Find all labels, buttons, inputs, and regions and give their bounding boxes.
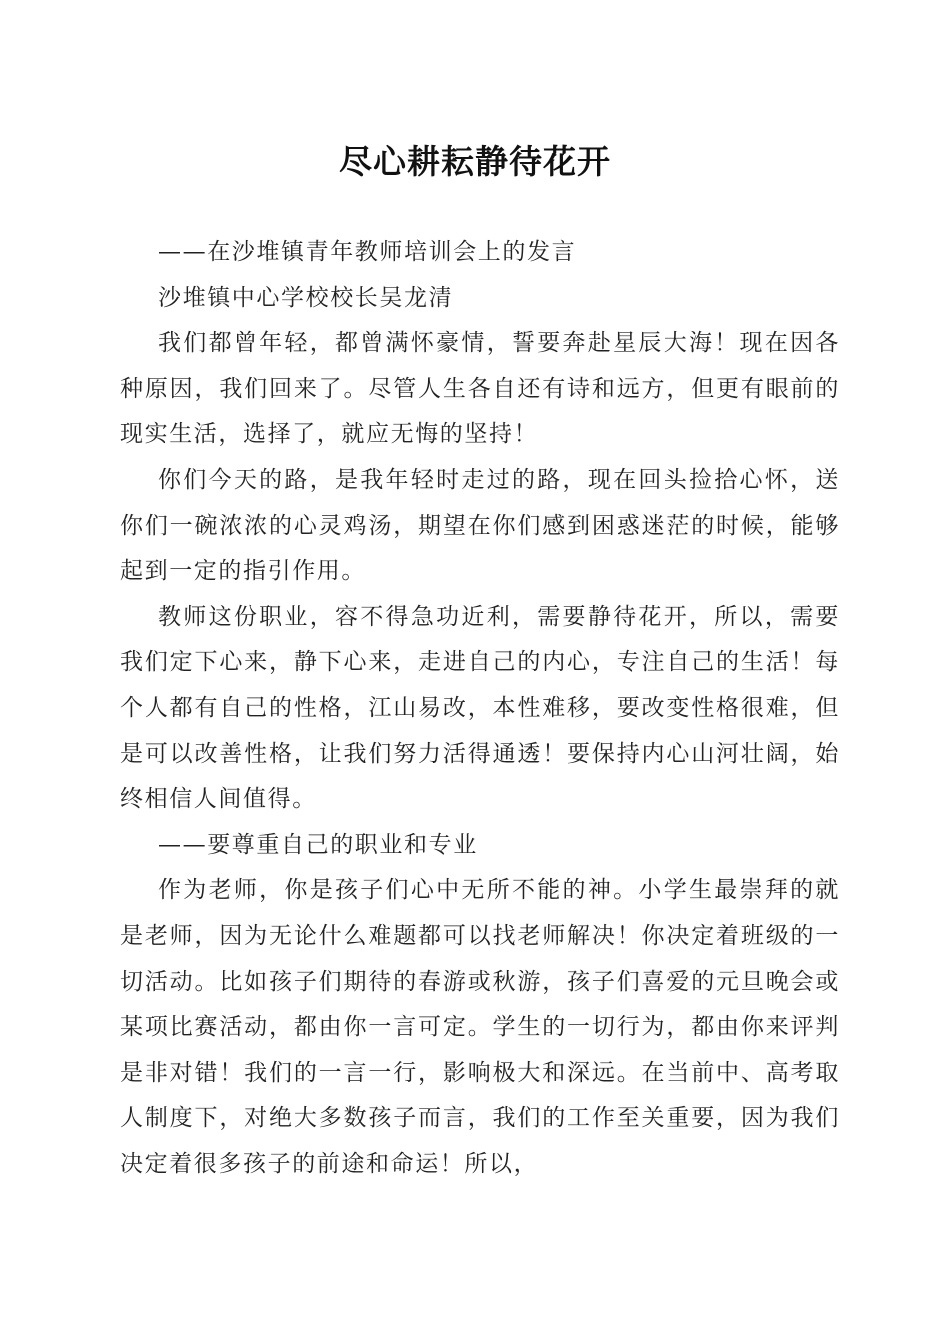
document-title: 尽心耕耘静待花开 xyxy=(339,142,611,181)
subtitle: ——在沙堆镇青年教师培训会上的发言 xyxy=(158,239,577,265)
author-line: 沙堆镇中心学校校长吴龙清 xyxy=(158,284,454,311)
paragraph: 作为老师，你是孩子们心中无所不能的神。小学生最崇拜的就是老师，因为无论什么难题都可以找老师解决！你决定着班级的一切活动。比如孩子们期待的春游或秋游，孩子们喜爱的元旦晚会或某项比赛活动，都由你一言可定。学生的一切行为，都由你来评判是非对错！我们的一言一行，影响极大和深远。在当前中、高考取人制度下，对绝大多数孩子而言，我们的工作至关重要，因为我们决定着很多孩子的前途和命运！所以， xyxy=(120,877,840,1177)
paragraph: 你们今天的路，是我年轻时走过的路，现在回头捡拾心怀，送你们一碗浓浓的心灵鸡汤，期望在你们感到困惑迷茫的时候，能够起到一定的指引作用。 xyxy=(120,466,840,585)
paragraph: 教师这份职业，容不得急功近利，需要静待花开，所以，需要我们定下心来，静下心来，走进自己的内心，专注自己的生活！每个人都有自己的性格，江山易改，本性难移，要改变性格很难，但是可以改善性格，让我们努力活得通透！要保持内心山河壮阔，始终相信人间值得。 xyxy=(120,603,840,813)
document-body xyxy=(120,230,840,1187)
section-heading: ——要尊重自己的职业和专业 xyxy=(158,831,478,858)
paragraph: 我们都曾年轻，都曾满怀豪情，誓要奔赴星辰大海！现在因各种原因，我们回来了。尽管人生各自还有诗和远方，但更有眼前的现实生活，选择了，就应无悔的坚持！ xyxy=(120,330,840,448)
